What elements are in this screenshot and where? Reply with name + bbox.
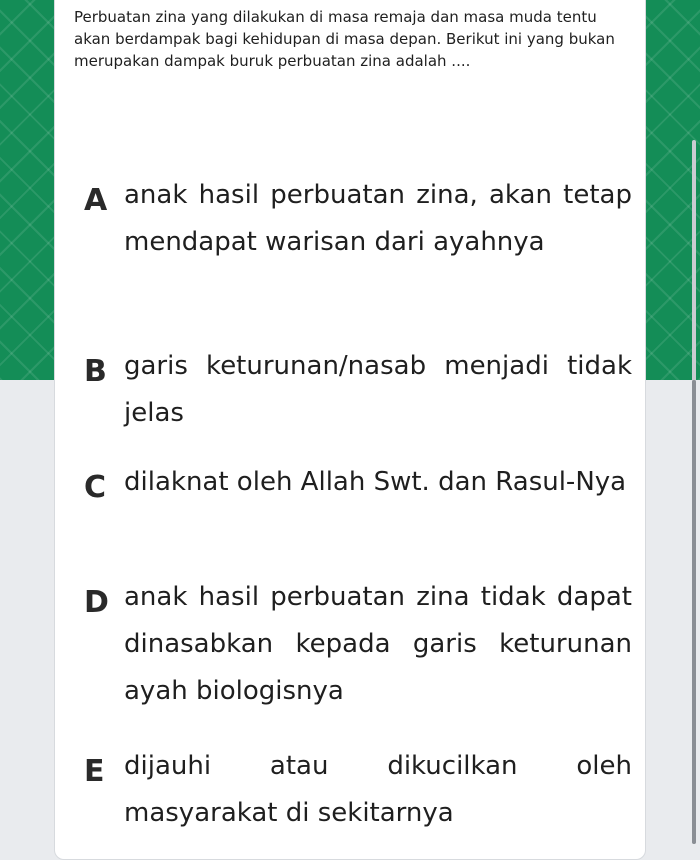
option-a-text: anak hasil perbuatan zina, akan tetap mendapat warisan dari ayahnya <box>124 180 632 257</box>
option-b-letter: B <box>84 354 107 389</box>
option-b-text: garis keturunan/nasab menjadi tidak jelas <box>124 351 632 428</box>
option-e-letter: E <box>84 754 105 789</box>
option-d-text: anak hasil perbuatan zina tidak dapat dinasabkan kepada garis keturunan ayah biologisnya <box>124 582 632 706</box>
option-b[interactable] <box>84 343 632 437</box>
option-e-text: dijauhi atau dikucilkan oleh masyarakat di sekitarnya <box>124 751 632 828</box>
option-a-letter: A <box>84 183 108 218</box>
decorative-pattern-right <box>640 0 700 380</box>
option-c-letter: C <box>84 470 107 505</box>
option-c[interactable] <box>84 459 632 506</box>
option-d-letter: D <box>84 585 109 620</box>
option-c-text: dilaknat oleh Allah Swt. dan Rasul-Nya <box>124 467 627 497</box>
option-e[interactable] <box>84 743 632 837</box>
option-d[interactable] <box>84 574 632 715</box>
page-margin-left <box>0 380 60 844</box>
decorative-pattern-left <box>0 0 60 380</box>
page-margin-right <box>640 380 700 844</box>
option-a[interactable] <box>84 172 632 266</box>
scrollbar-thumb[interactable] <box>692 380 696 844</box>
question-text: Perbuatan zina yang dilakukan di masa remaja dan masa muda tentu akan berdampak bagi kehidupan di masa depan. Berikut ini yang bukan merupakan dampak buruk perbuatan zina adalah .... <box>74 8 615 70</box>
